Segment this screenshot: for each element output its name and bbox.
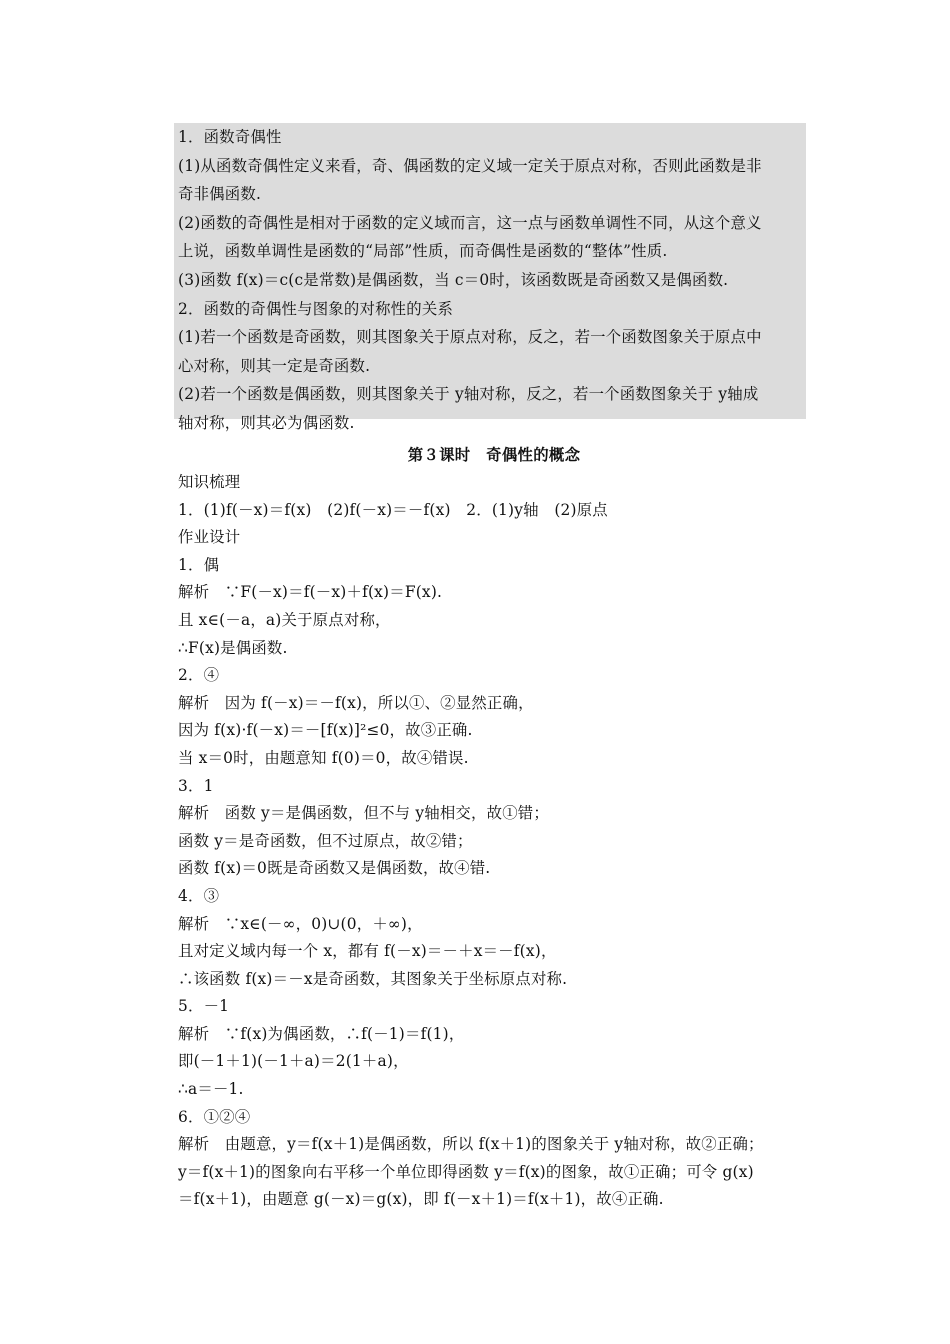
explanation-line: 解析 函数 y＝是偶函数，但不与 y轴相交，故①错； — [178, 804, 549, 823]
summary-line: 奇非偶函数. — [178, 185, 262, 204]
summary-line: (3)函数 f(x)＝c(c是常数)是偶函数，当 c＝0时，该函数既是奇函数又是偶函数. — [178, 270, 729, 289]
explanation-line: 解析 ∵x∈(－∞，0)∪(0，＋∞)， — [178, 914, 423, 933]
explanation-line: 函数 f(x)＝0既是奇函数又是偶函数，故④错. — [178, 859, 491, 878]
answer-5: 5．－1 — [178, 997, 230, 1016]
summary-line: (2)函数的奇偶性是相对于函数的定义域而言，这一点与函数单调性不同，从这个意义 — [178, 213, 762, 232]
answer-6: 6．①②④ — [178, 1107, 251, 1126]
explanation-line: ＝f(x＋1)，由题意 g(－x)＝g(x)，即 f(－x＋1)＝f(x＋1)，故④正确. — [178, 1190, 664, 1209]
answer-4: 4．③ — [178, 886, 220, 905]
explanation-line: ∴该函数 f(x)＝－x是奇函数，其图象关于坐标原点对称. — [178, 969, 568, 988]
explanation-line: 解析 由题意，y＝f(x＋1)是偶函数，所以 f(x＋1)的图象关于 y轴对称，故②正确； — [178, 1135, 764, 1154]
explanation-line: 即(－1＋1)(－1＋a)＝2(1＋a)， — [178, 1052, 409, 1071]
summary-box — [174, 123, 806, 432]
explanation-line: 解析 ∵f(x)为偶函数，∴f(－1)＝f(1)， — [178, 1024, 465, 1043]
summary-line: 2．函数的奇偶性与图象的对称性的关系 — [178, 299, 454, 318]
summary-line: (1)若一个函数是奇函数，则其图象关于原点对称，反之，若一个函数图象关于原点中 — [178, 328, 762, 347]
explanation-line: 当 x＝0时，由题意知 f(0)＝0，故④错误. — [178, 748, 469, 767]
explanation-line: ∴F(x)是偶函数. — [178, 638, 288, 657]
answer-2: 2．④ — [178, 666, 220, 685]
explanation-line: y＝f(x＋1)的图象向右平移一个单位即得函数 y＝f(x)的图象，故①正确；可令 g(x) — [178, 1162, 754, 1181]
summary-line: (1)从函数奇偶性定义来看，奇、偶函数的定义域一定关于原点对称，否则此函数是非 — [178, 156, 762, 175]
summary-line: 心对称，则其一定是奇函数. — [178, 356, 371, 375]
explanation-line: 函数 y＝是奇函数，但不过原点，故②错； — [178, 831, 473, 850]
explanation-line: 且对定义域内每一个 x，都有 f(－x)＝－＋x＝－f(x)， — [178, 942, 557, 961]
summary-line: 上说，函数单调性是函数的“局部”性质，而奇偶性是函数的“整体”性质. — [178, 242, 668, 261]
section-label-homework: 作业设计 — [178, 528, 241, 547]
explanation-line: 解析 ∵F(－x)＝f(－x)＋f(x)＝F(x). — [178, 583, 443, 602]
explanation-line: ∴a＝－1. — [178, 1080, 244, 1099]
explanation-line: 因为 f(x)·f(－x)＝－[f(x)]²≤0，故③正确. — [178, 721, 473, 740]
summary-line: (2)若一个函数是偶函数，则其图象关于 y轴对称，反之，若一个函数图象关于 y轴成 — [178, 385, 759, 404]
summary-line: 1．函数奇偶性 — [178, 128, 282, 146]
section-label-knowledge: 知识梳理 — [178, 473, 241, 491]
explanation-line: 解析 因为 f(－x)＝－f(x)，所以①、②显然正确， — [178, 693, 534, 712]
lesson-body — [178, 469, 810, 1214]
summary-line: 轴对称，则其必为偶函数. — [178, 413, 355, 432]
lesson-title: 第３课时 奇偶性的概念 — [407, 446, 581, 464]
answer-1: 1．偶 — [178, 555, 220, 574]
knowledge-answer: 1．(1)f(－x)＝f(x) (2)f(－x)＝－f(x) 2．(1)y轴 (2)原点 — [178, 500, 608, 519]
explanation-line: 且 x∈(－a，a)关于原点对称， — [178, 610, 391, 629]
lesson-section — [178, 441, 810, 1214]
answer-3: 3．1 — [178, 776, 214, 795]
